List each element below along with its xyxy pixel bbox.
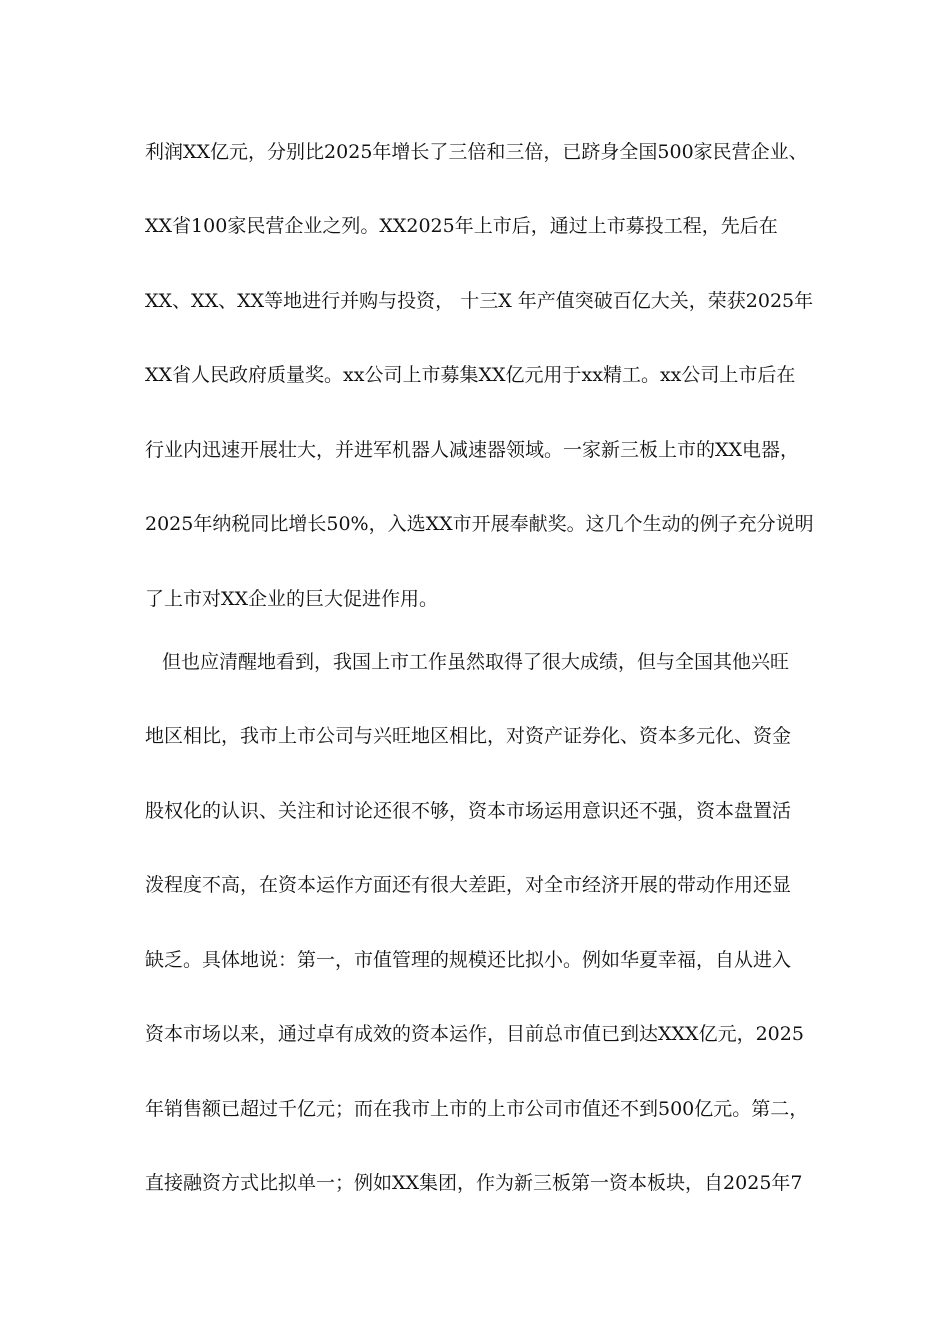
- paragraph-2-line-1: 但也应清醒地看到，我国上市工作虽然取得了很大成绩，但与全国其他兴旺: [162, 651, 790, 673]
- paragraph-2-line-2: 地区相比，我市上市公司与兴旺地区相比，对资产证券化、资本多元化、资金: [145, 725, 792, 747]
- paragraph-1-line-2: XX省100家民营企业之列。XX2025年上市后，通过上市募投工程，先后在: [145, 215, 778, 237]
- paragraph-2-line-3: 股权化的认识、关注和讨论还很不够，资本市场运用意识还不强，资本盘置活: [145, 800, 792, 822]
- paragraph-1-line-1: 利润XX亿元，分别比2025年增长了三倍和三倍，已跻身全国500家民营企业、: [145, 141, 808, 163]
- paragraph-1-line-6: 2025年纳税同比增长50%，入选XX市开展奉献奖。这几个生动的例子充分说明: [145, 513, 814, 535]
- paragraph-1-line-5: 行业内迅速开展壮大，并进军机器人减速器领域。一家新三板上市的XX电器，: [145, 439, 800, 461]
- paragraph-2-line-7: 年销售额已超过千亿元；而在我市上市的上市公司市值还不到500亿元。第二，: [145, 1098, 809, 1120]
- paragraph-2-line-4: 泼程度不高，在资本运作方面还有很大差距，对全市经济开展的带动作用还显: [145, 874, 792, 896]
- paragraph-2-line-5: 缺乏。具体地说：第一，市值管理的规模还比拟小。例如华夏幸福，自从进入: [145, 949, 792, 971]
- paragraph-2-line-8: 直接融资方式比拟单一；例如XX集团，作为新三板第一资本板块，自2025年7: [145, 1172, 803, 1194]
- paragraph-1-line-4: XX省人民政府质量奖。xx公司上市募集XX亿元用于xx精工。xx公司上市后在: [145, 364, 796, 386]
- paragraph-1-line-3: XX、XX、XX等地进行并购与投资， 十三X 年产值突破百亿大关，荣获2025年: [145, 290, 814, 312]
- paragraph-2-line-6: 资本市场以来，通过卓有成效的资本运作，目前总市值已到达XXX亿元，2025: [145, 1023, 804, 1045]
- paragraph-1-line-7: 了上市对XX企业的巨大促进作用。: [145, 588, 439, 610]
